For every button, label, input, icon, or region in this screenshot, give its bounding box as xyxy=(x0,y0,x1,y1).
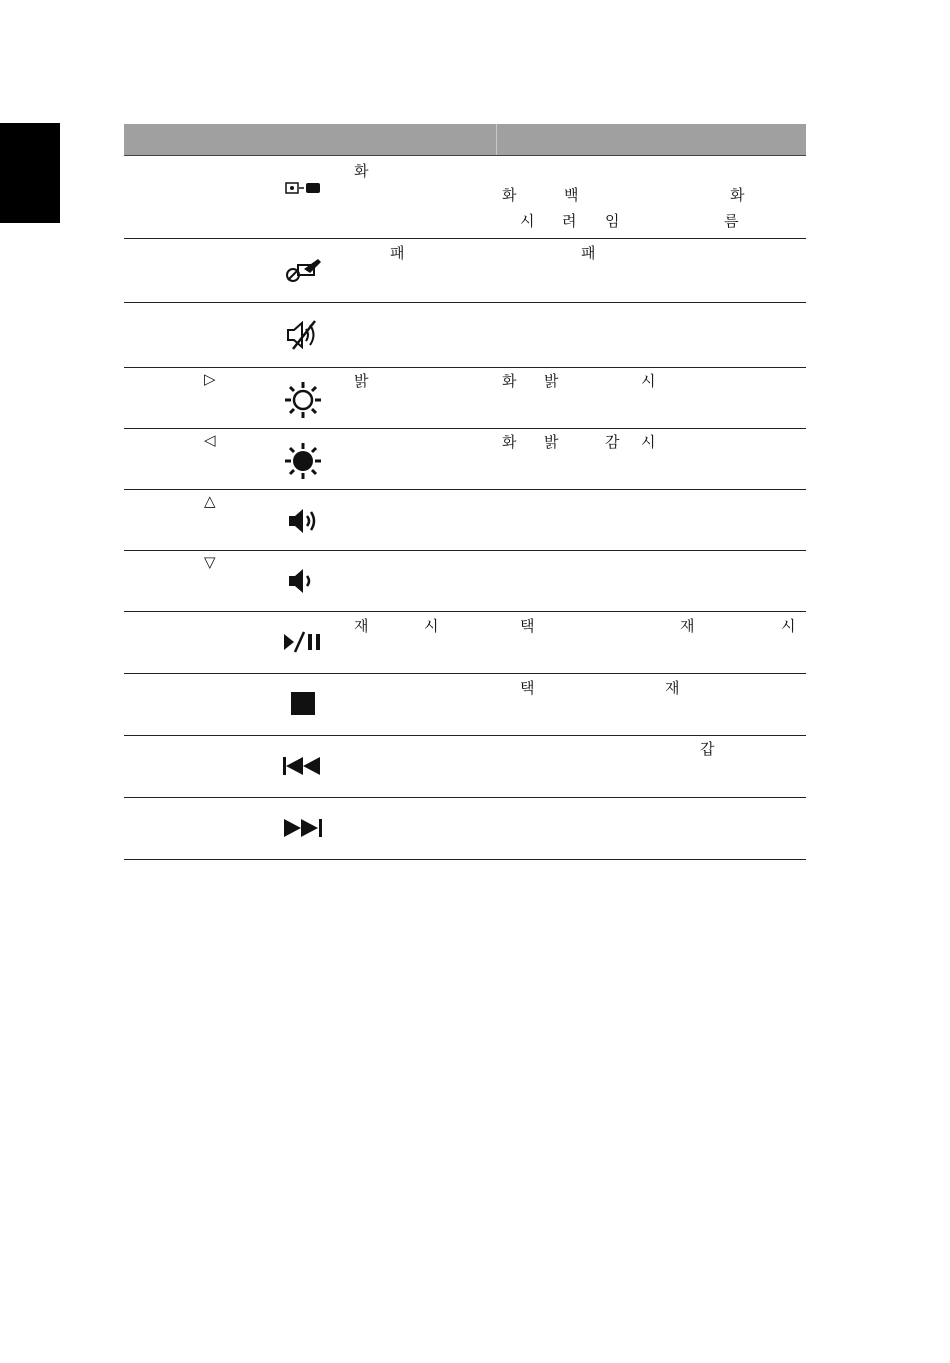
description-text: 재 xyxy=(680,617,695,635)
brightness-down-icon xyxy=(278,442,328,480)
speaker-mute-icon xyxy=(278,319,328,351)
brightness-up-icon xyxy=(278,381,328,419)
description-text: 밝 xyxy=(544,372,559,390)
table-row xyxy=(124,239,806,303)
description-text: 감 xyxy=(605,433,620,451)
hotkey-table xyxy=(124,124,806,860)
description-text: 택 xyxy=(520,617,535,635)
stop-icon xyxy=(278,692,328,716)
description-text: 화 xyxy=(502,372,517,390)
next-track-icon xyxy=(278,818,328,838)
description-text: 화 xyxy=(502,433,517,451)
table-row xyxy=(124,674,806,736)
play-pause-icon xyxy=(278,630,328,654)
description-text: 임 xyxy=(605,212,620,230)
table-row xyxy=(124,156,806,239)
table-header xyxy=(124,124,806,156)
description-text: 밝 xyxy=(544,433,559,451)
description-text: 시 xyxy=(641,372,656,390)
table-row xyxy=(124,303,806,368)
side-tab xyxy=(0,123,60,223)
table-row xyxy=(124,736,806,798)
function-text: 화 xyxy=(354,162,369,180)
arrow-down-icon: ▽ xyxy=(204,553,216,571)
description-text: 택 xyxy=(520,679,535,697)
function-text: 패 xyxy=(390,244,405,262)
arrow-right-icon: ▷ xyxy=(204,370,216,388)
function-text: 재 xyxy=(354,617,369,635)
volume-down-icon xyxy=(278,566,328,596)
arrow-up-icon: △ xyxy=(204,492,216,510)
description-text: 시 xyxy=(520,212,535,230)
table-row xyxy=(124,490,806,551)
previous-track-icon xyxy=(278,756,328,776)
description-text: 패 xyxy=(581,244,596,262)
description-text: 화 xyxy=(730,186,745,204)
description-text: 려 xyxy=(562,212,577,230)
function-text: 시 xyxy=(424,617,439,635)
touchpad-toggle-icon xyxy=(278,257,328,283)
description-text: 시 xyxy=(641,433,656,451)
volume-up-icon xyxy=(278,506,328,536)
description-text: 갑 xyxy=(700,740,715,758)
table-row xyxy=(124,612,806,674)
description-text: 백 xyxy=(564,186,579,204)
description-text: 시 xyxy=(781,617,796,635)
arrow-left-icon: ◁ xyxy=(204,431,216,449)
description-text: 름 xyxy=(724,212,739,230)
display-toggle-icon xyxy=(278,181,328,195)
description-text: 화 xyxy=(502,186,517,204)
table-row xyxy=(124,368,806,429)
table-row xyxy=(124,551,806,612)
header-divider xyxy=(496,124,497,155)
description-text: 재 xyxy=(665,679,680,697)
function-text: 밝 xyxy=(354,372,369,390)
table-row xyxy=(124,798,806,860)
table-row xyxy=(124,429,806,490)
